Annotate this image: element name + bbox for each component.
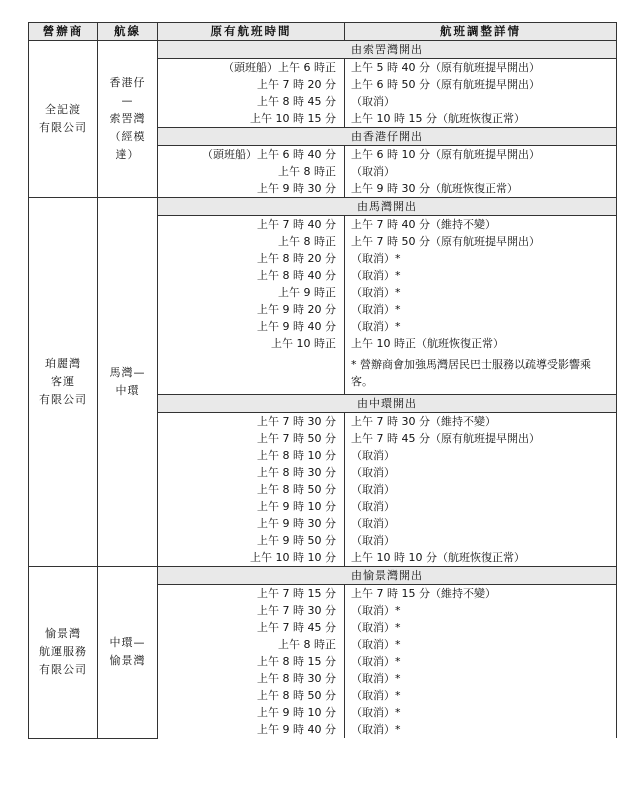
original-time-cell: 上午 8 時 50 分 — [158, 687, 345, 704]
original-time-cell: 上午 7 時 30 分 — [158, 602, 345, 619]
adjustment-cell: （取消）* — [345, 619, 617, 636]
original-time-cell: 上午 8 時 45 分 — [158, 93, 345, 110]
original-time-cell: 上午 8 時 40 分 — [158, 267, 345, 284]
original-time-cell: 上午 9 時 30 分 — [158, 180, 345, 198]
original-time-cell: 上午 8 時正 — [158, 233, 345, 250]
operator-name-line: 有限公司 — [39, 663, 87, 677]
original-time-cell: 上午 8 時 10 分 — [158, 447, 345, 464]
original-time-cell: 上午 9 時 20 分 — [158, 301, 345, 318]
route-name-line: 馬灣— — [109, 366, 146, 379]
adjustment-cell: 上午 10 時正（航班恢復正常） — [345, 335, 617, 352]
route-name — [98, 198, 158, 567]
operator-name-line: 航運服務 — [39, 645, 87, 659]
section-title: 由馬灣開出 — [158, 198, 617, 216]
section-title: 由索罟灣開出 — [158, 41, 617, 59]
operator-name-line: 有限公司 — [39, 121, 87, 134]
adjustment-cell: 上午 7 時 15 分（維持不變） — [345, 585, 617, 603]
original-time-cell: 上午 9 時 10 分 — [158, 498, 345, 515]
adjustment-cell: （取消） — [345, 163, 617, 180]
adjustment-cell: （取消） — [345, 498, 617, 515]
header-original-time: 原有航班時間 — [158, 23, 345, 41]
header-row — [29, 23, 617, 41]
header-operator: 營辦商 — [29, 23, 98, 41]
adjustment-cell: （取消） — [345, 447, 617, 464]
adjustment-cell: （取消）* — [345, 250, 617, 267]
operator-name-line: 全記渡 — [45, 103, 81, 116]
table-body — [29, 41, 617, 739]
original-time-cell: 上午 10 時正 — [158, 335, 345, 352]
original-time-cell: 上午 8 時正 — [158, 636, 345, 653]
adjustment-cell: 上午 7 時 30 分（維持不變） — [345, 413, 617, 431]
adjustment-cell: 上午 9 時 30 分（航班恢復正常） — [345, 180, 617, 198]
section-title: 由愉景灣開出 — [158, 567, 617, 585]
adjustment-cell: （取消）* — [345, 284, 617, 301]
operator-name-line: 有限公司 — [39, 393, 87, 406]
original-time-cell: 上午 10 時 15 分 — [158, 110, 345, 128]
original-time-cell: 上午 7 時 45 分 — [158, 619, 345, 636]
operator-name — [29, 198, 98, 567]
route-name-line: 達） — [115, 148, 140, 161]
route-name — [98, 567, 158, 739]
adjustment-cell: 上午 7 時 45 分（原有航班提早開出） — [345, 430, 617, 447]
operator-name — [29, 567, 98, 739]
adjustment-cell: 上午 6 時 10 分（原有航班提早開出） — [345, 146, 617, 164]
original-time-cell: 上午 9 時正 — [158, 284, 345, 301]
section-title: 由中環開出 — [158, 395, 617, 413]
original-time-cell: 上午 9 時 10 分 — [158, 704, 345, 721]
route-name-line: 香港仔 — [109, 76, 146, 89]
original-time-cell: 上午 8 時 30 分 — [158, 670, 345, 687]
adjustment-cell: （取消）* — [345, 670, 617, 687]
adjustment-cell: （取消） — [345, 481, 617, 498]
adjustment-cell: （取消）* — [345, 704, 617, 721]
header-route: 航線 — [98, 23, 158, 41]
original-time-cell: 上午 8 時 30 分 — [158, 464, 345, 481]
adjustment-cell: （取消） — [345, 464, 617, 481]
adjustment-cell: （取消）* — [345, 602, 617, 619]
adjustment-cell: （取消） — [345, 515, 617, 532]
adjustment-cell: （取消）* — [345, 318, 617, 335]
adjustment-cell: 上午 6 時 50 分（原有航班提早開出） — [345, 76, 617, 93]
route-name-line: 索罟灣 — [109, 112, 146, 125]
section-row — [29, 567, 617, 585]
route-name-line: 中環— — [109, 636, 146, 650]
ferry-schedule-table — [28, 22, 617, 739]
header-adjustment-details: 航班調整詳情 — [345, 23, 617, 41]
route-name-line: （經模 — [109, 130, 146, 143]
original-time-cell: 上午 7 時 30 分 — [158, 413, 345, 431]
adjustment-cell: （取消）* — [345, 687, 617, 704]
original-time-cell: 上午 7 時 50 分 — [158, 430, 345, 447]
original-time-cell: （頭班船）上午 6 時正 — [158, 59, 345, 77]
operator-name — [29, 41, 98, 198]
adjustment-cell: （取消）* — [345, 636, 617, 653]
original-time-cell: 上午 8 時 20 分 — [158, 250, 345, 267]
original-time-cell: 上午 8 時 50 分 — [158, 481, 345, 498]
original-time-cell: 上午 7 時 15 分 — [158, 585, 345, 603]
adjustment-cell: 上午 7 時 50 分（原有航班提早開出） — [345, 233, 617, 250]
section-row — [29, 198, 617, 216]
original-time-cell: 上午 10 時 10 分 — [158, 549, 345, 567]
adjustment-cell: （取消）* — [345, 721, 617, 738]
footnote-text: * 營辦商會加強馬灣居民巴士服務以疏導受影響乘客。 — [345, 352, 617, 395]
route-name-line: 中環 — [115, 384, 140, 397]
route-name-line: — — [121, 94, 134, 107]
original-time-cell: （頭班船）上午 6 時 40 分 — [158, 146, 345, 164]
original-time-cell: 上午 9 時 30 分 — [158, 515, 345, 532]
route-name-line: 愉景灣 — [109, 654, 146, 668]
operator-name-line: 珀麗灣 — [45, 357, 81, 370]
adjustment-cell: 上午 7 時 40 分（維持不變） — [345, 216, 617, 234]
adjustment-cell: 上午 5 時 40 分（原有航班提早開出） — [345, 59, 617, 77]
adjustment-cell: （取消）* — [345, 267, 617, 284]
section-row — [29, 41, 617, 59]
route-name — [98, 41, 158, 198]
original-time-cell: 上午 9 時 50 分 — [158, 532, 345, 549]
adjustment-cell: 上午 10 時 15 分（航班恢復正常） — [345, 110, 617, 128]
adjustment-cell: （取消）* — [345, 653, 617, 670]
adjustment-cell: （取消）* — [345, 301, 617, 318]
original-time-cell: 上午 7 時 40 分 — [158, 216, 345, 234]
original-time-cell: 上午 7 時 20 分 — [158, 76, 345, 93]
adjustment-cell: （取消） — [345, 532, 617, 549]
operator-name-line: 客運 — [51, 375, 75, 388]
original-time-cell: 上午 8 時 15 分 — [158, 653, 345, 670]
adjustment-cell: 上午 10 時 10 分（航班恢復正常） — [345, 549, 617, 567]
operator-name-line: 愉景灣 — [45, 627, 81, 641]
original-time-cell: 上午 8 時正 — [158, 163, 345, 180]
adjustment-cell: （取消） — [345, 93, 617, 110]
original-time-cell: 上午 9 時 40 分 — [158, 318, 345, 335]
original-time-cell: 上午 9 時 40 分 — [158, 721, 345, 738]
empty-cell — [158, 352, 345, 395]
section-title: 由香港仔開出 — [158, 128, 617, 146]
